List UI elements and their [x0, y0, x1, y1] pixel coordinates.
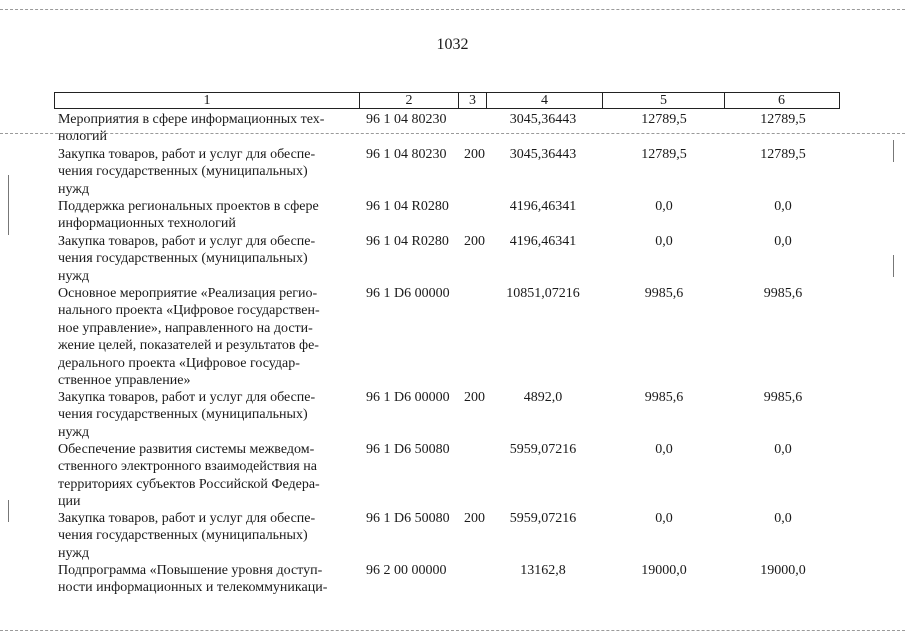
row-name: Основное мероприятие «Реализация регио- нального проекта «Цифровое государствен- ное управление», направленного на дости- жение целей, показателей и результатов фе- дерального проекта «Цифровое государ- ственное управление»	[58, 286, 320, 389]
row-value-col4: 13162,8	[520, 563, 566, 578]
row-value-col4: 4892,0	[523, 390, 563, 405]
row-value-col5: 9985,6	[644, 390, 684, 405]
row-code: 96 1 D6 00000	[366, 390, 450, 405]
row-value-col4: 5959,07216	[509, 442, 577, 457]
row-value-col6: 0,0	[774, 199, 792, 214]
row-value-col6: 12789,5	[760, 112, 806, 127]
row-value-col4: 10851,07216	[506, 286, 580, 301]
row-value-col6: 12789,5	[760, 147, 806, 162]
row-value-col5: 0,0	[655, 234, 673, 249]
row-name: Подпрограмма «Повышение уровня доступ- ности информационных и телекоммуникаци-	[58, 563, 328, 596]
row-value-col4: 3045,36443	[509, 147, 577, 162]
page-number: 1032	[436, 36, 469, 53]
row-code: 96 1 04 80230	[366, 112, 447, 127]
row-code: 96 1 D6 50080	[366, 511, 450, 526]
row-value-col4: 5959,07216	[509, 511, 577, 526]
row-value-col6: 19000,0	[760, 563, 806, 578]
row-value-col5: 0,0	[655, 442, 673, 457]
row-code: 96 1 04 R0280	[366, 199, 449, 214]
row-value-col4: 4196,46341	[509, 199, 577, 214]
row-value-col6: 9985,6	[763, 286, 803, 301]
row-value-col4: 4196,46341	[509, 234, 577, 249]
row-name: Поддержка региональных проектов в сфере информационных технологий	[58, 199, 319, 232]
row-value-col5: 19000,0	[641, 563, 687, 578]
column-number-5: 5	[660, 93, 667, 108]
table-column-header	[54, 92, 840, 109]
row-name: Мероприятия в сфере информационных тех- нологий	[58, 112, 325, 145]
column-number-1: 1	[203, 93, 211, 108]
scan-artifact-left-edge	[8, 175, 9, 235]
column-number-2: 2	[405, 93, 413, 108]
scan-artifact-right-edge	[893, 255, 894, 277]
row-code: 96 1 04 R0280	[366, 234, 449, 249]
row-code: 96 1 D6 00000	[366, 286, 450, 301]
row-name: Закупка товаров, работ и услуг для обеспе- чения государственных (муниципальных) нужд	[58, 234, 316, 284]
scan-artifact-left-edge	[8, 500, 9, 522]
row-value-col5: 12789,5	[641, 112, 687, 127]
column-number-4: 4	[541, 93, 548, 108]
column-number-6: 6	[778, 93, 785, 108]
scan-artifact-right-edge	[893, 140, 894, 162]
row-expense-type: 200	[464, 147, 485, 162]
row-value-col6: 0,0	[774, 442, 792, 457]
row-value-col6: 9985,6	[763, 390, 803, 405]
row-code: 96 2 00 00000	[366, 563, 447, 578]
column-number-3: 3	[469, 93, 476, 108]
row-code: 96 1 D6 50080	[366, 442, 450, 457]
row-expense-type: 200	[464, 390, 485, 405]
row-expense-type: 200	[464, 511, 485, 526]
row-value-col6: 0,0	[774, 511, 792, 526]
row-value-col4: 3045,36443	[509, 112, 577, 127]
row-value-col6: 0,0	[774, 234, 792, 249]
row-name: Закупка товаров, работ и услуг для обеспе- чения государственных (муниципальных) нужд	[58, 511, 316, 561]
scan-artifact-top	[0, 9, 905, 10]
row-value-col5: 0,0	[655, 199, 673, 214]
row-value-col5: 9985,6	[644, 286, 684, 301]
row-name: Закупка товаров, работ и услуг для обеспе- чения государственных (муниципальных) нужд	[58, 390, 316, 440]
row-name: Обеспечение развития системы межведом- ственного электронного взаимодействия на территориях субъектов Российской Федера- ции	[58, 442, 320, 510]
scan-artifact-bottom	[0, 630, 905, 631]
row-value-col5: 12789,5	[641, 147, 687, 162]
row-code: 96 1 04 80230	[366, 147, 447, 162]
row-name: Закупка товаров, работ и услуг для обеспе- чения государственных (муниципальных) нужд	[58, 147, 316, 197]
row-value-col5: 0,0	[655, 511, 673, 526]
row-expense-type: 200	[464, 234, 485, 249]
